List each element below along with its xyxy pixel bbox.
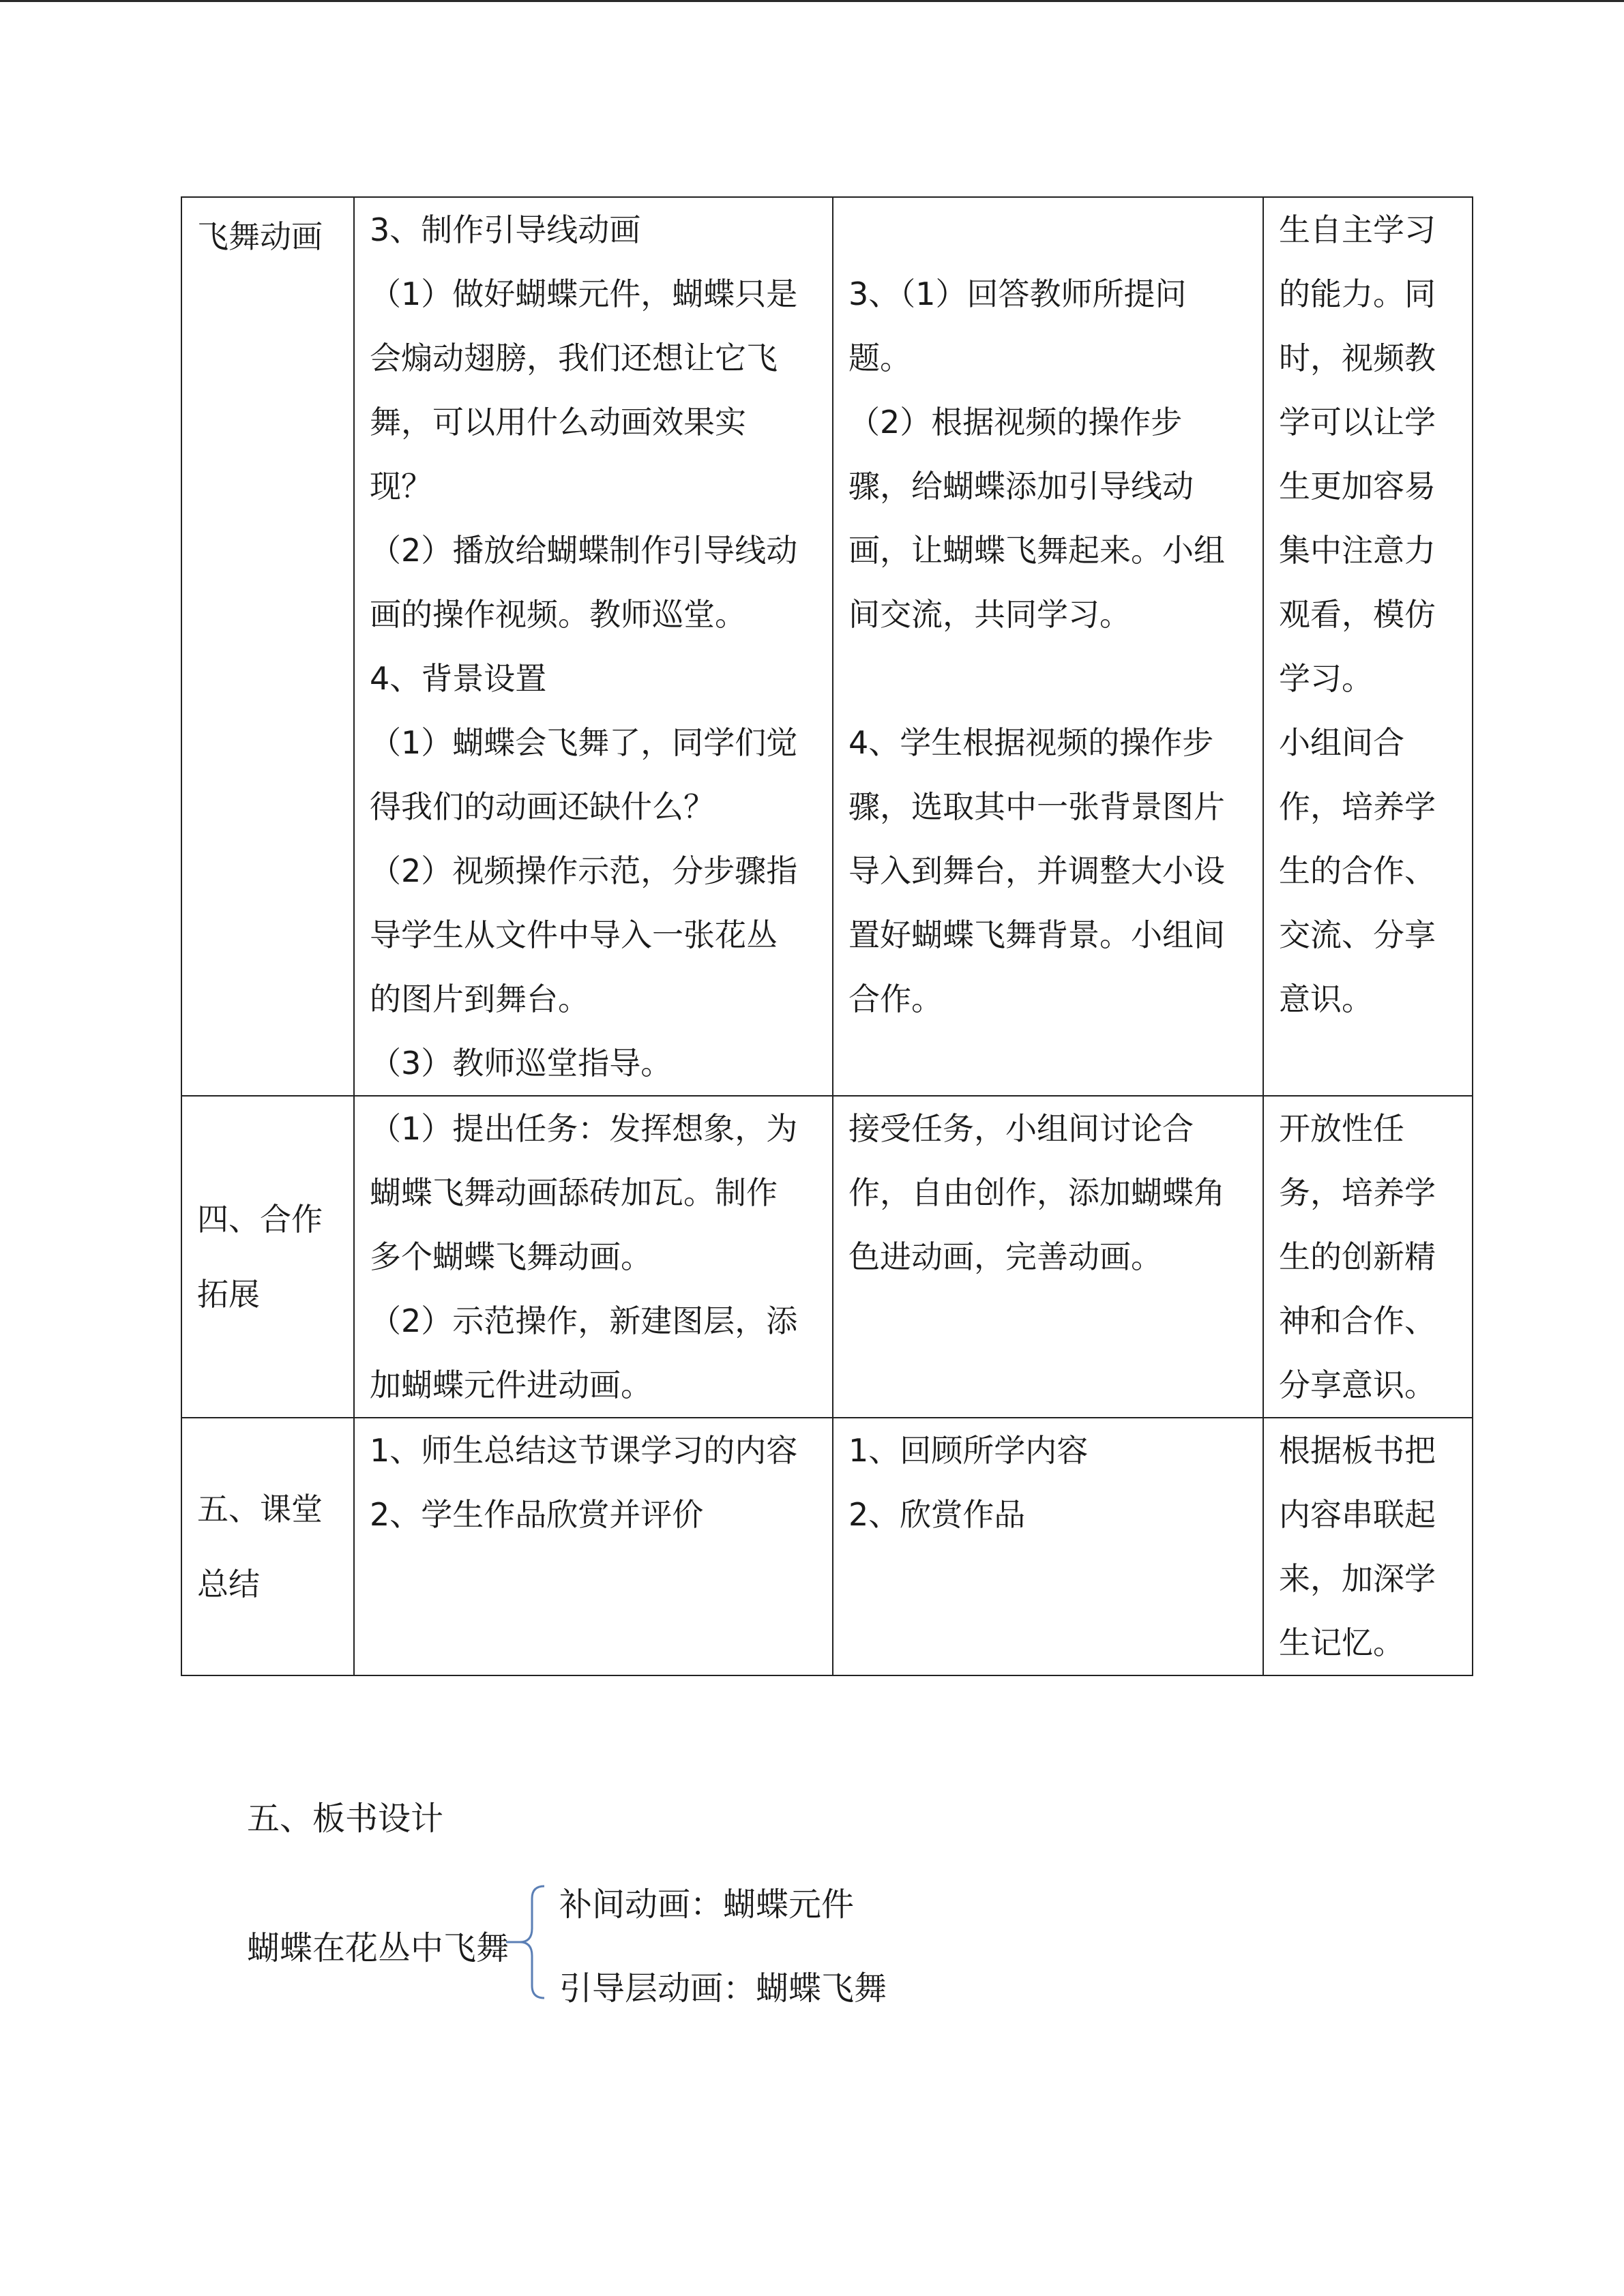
section-heading: 五、板书设计 — [247, 1800, 444, 1838]
text-line: 2、欣赏作品 — [848, 1496, 1026, 1533]
board-branch-2: 引导层动画：蝴蝶飞舞 — [559, 1969, 887, 2008]
text-line: 骤，给蝴蝶添加引导线动 — [848, 468, 1194, 505]
design-intent-cell — [1263, 197, 1473, 1096]
student-activity-cell — [833, 1096, 1263, 1418]
text-line: 置好蝴蝶飞舞背景。小组间 — [848, 916, 1225, 953]
teacher-activity-cell — [354, 197, 833, 1096]
student-activity-cell — [833, 197, 1263, 1096]
text-line: 根据板书把 — [1279, 1432, 1436, 1469]
student-activity-cell — [833, 1418, 1263, 1675]
text-line: 3、（1）回答教师所提问 — [848, 275, 1187, 312]
text-line: 作，自由创作，添加蝴蝶角 — [848, 1174, 1225, 1211]
text-line: （2）示范操作，新建图层，添 — [370, 1302, 798, 1339]
text-line: 时，视频教 — [1279, 340, 1436, 376]
row-title-line: 四、合作 — [197, 1201, 323, 1238]
text-line: 分享意识。 — [1279, 1367, 1436, 1403]
text-line: 开放性任 — [1279, 1110, 1404, 1147]
row-title-line: 总结 — [197, 1566, 260, 1602]
text-line: 生更加容易 — [1279, 468, 1436, 505]
text-line: 4、背景设置 — [370, 660, 547, 697]
text-line — [848, 198, 1247, 262]
row-title-line: 五、课堂 — [197, 1491, 323, 1527]
row-title-cell — [181, 1418, 354, 1675]
text-line: （2）视频操作示范，分步骤指 — [370, 852, 798, 889]
text-line: （1）做好蝴蝶元件，蝴蝶只是 — [370, 275, 798, 312]
text-line: 现？ — [370, 468, 432, 505]
text-line: 内容串联起 — [1279, 1496, 1436, 1533]
text-line: 的图片到舞台。 — [370, 981, 589, 1017]
text-line: （1）蝴蝶会飞舞了，同学们觉 — [370, 724, 798, 761]
text-line: 2、学生作品欣赏并评价 — [370, 1496, 704, 1533]
design-intent-cell — [1263, 1096, 1473, 1418]
board-branch-1: 补间动画：蝴蝶元件 — [559, 1885, 855, 1924]
text-line: 舞，可以用什么动画效果实 — [370, 404, 746, 441]
text-line: 4、学生根据视频的操作步 — [848, 724, 1214, 761]
teacher-activity-cell — [354, 1096, 833, 1418]
text-line: 来，加深学 — [1279, 1560, 1436, 1597]
text-line: 导入到舞台，并调整大小设 — [848, 852, 1225, 889]
text-line: 生的合作、 — [1279, 852, 1436, 889]
design-intent-cell — [1263, 1418, 1473, 1675]
row-title: 飞舞动画 — [197, 218, 323, 255]
text-line: 1、回顾所学内容 — [848, 1432, 1089, 1469]
text-line: 生记忆。 — [1279, 1624, 1404, 1661]
text-line: 色进动画，完善动画。 — [848, 1238, 1162, 1275]
text-line: 会煽动翅膀，我们还想让它飞 — [370, 340, 778, 376]
text-line: 得我们的动画还缺什么？ — [370, 788, 715, 825]
text-line: 务，培养学 — [1279, 1174, 1436, 1211]
page-top-border — [0, 0, 1624, 2]
table-row — [181, 1096, 1473, 1418]
text-line: 导学生从文件中导入一张花丛 — [370, 916, 778, 953]
teacher-activity-cell — [354, 1418, 833, 1675]
text-line: 多个蝴蝶飞舞动画。 — [370, 1238, 652, 1275]
text-line: 画，让蝴蝶飞舞起来。小组 — [848, 532, 1225, 569]
text-line: 学习。 — [1279, 660, 1373, 697]
text-line: 骤，选取其中一张背景图片 — [848, 788, 1225, 825]
table-row — [181, 197, 1473, 1096]
board-main-topic: 蝴蝶在花丛中飞舞 — [247, 1929, 510, 1967]
text-line: 蝴蝶飞舞动画舔砖加瓦。制作 — [370, 1174, 778, 1211]
text-line: 的能力。同 — [1279, 275, 1436, 312]
row-title-cell — [181, 1096, 354, 1418]
text-line: 加蝴蝶元件进动画。 — [370, 1367, 652, 1403]
text-line: 作，培养学 — [1279, 788, 1436, 825]
brace-icon — [506, 1883, 551, 2001]
text-line: 3、制作引导线动画 — [370, 211, 641, 248]
text-line: 合作。 — [848, 981, 943, 1017]
text-line: 生自主学习 — [1279, 211, 1436, 248]
text-line: 生的创新精 — [1279, 1238, 1436, 1275]
text-line: （2）播放给蝴蝶制作引导线动 — [370, 532, 798, 569]
text-line: （3）教师巡堂指导。 — [370, 1045, 673, 1082]
text-line: 交流、分享 — [1279, 916, 1436, 953]
text-line: （2）根据视频的操作步 — [848, 404, 1183, 441]
table-row — [181, 1418, 1473, 1675]
text-line: 神和合作、 — [1279, 1302, 1436, 1339]
text-line: 意识。 — [1279, 981, 1373, 1017]
text-line: 画的操作视频。教师巡堂。 — [370, 596, 746, 633]
row-title-cell — [181, 197, 354, 1096]
text-line: 小组间合 — [1279, 724, 1404, 761]
text-line: 1、师生总结这节课学习的内容 — [370, 1432, 798, 1469]
text-line: （1）提出任务：发挥想象，为 — [370, 1110, 798, 1147]
text-line: 观看，模仿 — [1279, 596, 1436, 633]
text-line: 间交流，共同学习。 — [848, 596, 1131, 633]
text-line: 学可以让学 — [1279, 404, 1436, 441]
text-line: 集中注意力 — [1279, 532, 1436, 569]
row-title-line: 拓展 — [197, 1276, 260, 1313]
text-line: 接受任务，小组间讨论合 — [848, 1110, 1194, 1147]
lesson-plan-table — [181, 196, 1473, 1676]
text-line: 题。 — [848, 340, 911, 376]
text-line — [848, 646, 1247, 711]
